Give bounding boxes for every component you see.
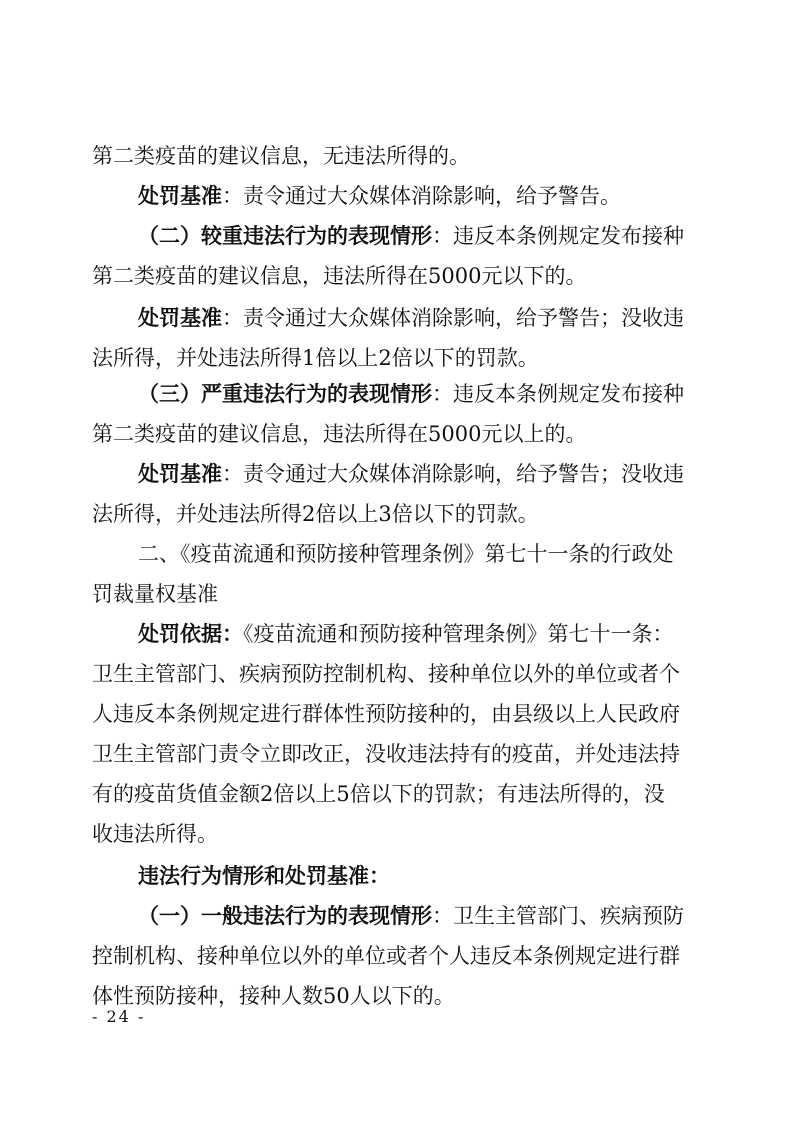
penalty-standard-1 xyxy=(0,176,793,216)
body-text: 控制机构、接种单位以外的单位或者个人违反本条例规定进行群 xyxy=(92,944,680,968)
body-text: 第二类疫苗的建议信息，违法所得在5000元以上的。 xyxy=(92,422,587,446)
body-text: 法所得，并处违法所得2倍以上3倍以下的罚款。 xyxy=(92,502,539,526)
paragraph-line xyxy=(0,694,793,734)
bold-label: 处罚基准 xyxy=(138,461,222,486)
body-text: 法所得，并处违法所得1倍以上2倍以下的罚款。 xyxy=(92,346,539,370)
paragraph-line xyxy=(0,574,793,614)
bold-label: 处罚基准 xyxy=(138,183,222,208)
paragraph-line xyxy=(0,338,793,378)
body-text: ：责令通过大众媒体消除影响，给予警告；没收违 xyxy=(222,462,684,486)
paragraph-line xyxy=(0,256,793,296)
page-number: - 24 - xyxy=(92,1007,146,1026)
legal-basis xyxy=(0,614,793,654)
body-text: 卫生主管部门、疾病预防控制机构、接种单位以外的单位或者个 xyxy=(92,662,680,686)
body-text: 体性预防接种，接种人数50人以下的。 xyxy=(92,984,455,1008)
bold-label: （二）较重违法行为的表现情形 xyxy=(138,223,432,248)
paragraph-line xyxy=(0,414,793,454)
bold-label: （一）一般违法行为的表现情形 xyxy=(138,903,432,928)
bold-label: 违法行为情形和处罚基准： xyxy=(138,863,390,888)
section-heading xyxy=(0,534,793,574)
paragraph-line xyxy=(0,136,793,176)
penalty-standard-3 xyxy=(0,454,793,494)
body-text: 卫生主管部门责令立即改正，没收违法持有的疫苗，并处违法持 xyxy=(92,742,680,766)
body-text: ：卫生主管部门、疾病预防 xyxy=(432,904,684,928)
penalty-standard-2 xyxy=(0,298,793,338)
body-text: 《疫苗流通和预防接种管理条例》第七十一条： xyxy=(243,622,674,646)
body-text: 罚裁量权基准 xyxy=(92,582,218,606)
body-text: 有的疫苗货值金额2倍以上5倍以下的罚款；有违法所得的，没 xyxy=(92,782,665,806)
case-general-heading xyxy=(0,896,793,936)
case-moderate-heading xyxy=(0,216,793,256)
body-text: ：责令通过大众媒体消除影响，给予警告；没收违 xyxy=(222,306,684,330)
body-text: 第二类疫苗的建议信息，无违法所得的。 xyxy=(92,144,470,168)
body-text: ：责令通过大众媒体消除影响，给予警告。 xyxy=(222,184,621,208)
paragraph-line xyxy=(0,734,793,774)
body-text: ：违反本条例规定发布接种 xyxy=(432,224,684,248)
paragraph-line xyxy=(0,814,793,854)
body-text: ：违反本条例规定发布接种 xyxy=(432,382,684,406)
bold-label: 处罚基准 xyxy=(138,305,222,330)
body-text: 人违反本条例规定进行群体性预防接种的，由县级以上人民政府 xyxy=(92,702,680,726)
body-text: 收违法所得。 xyxy=(92,822,218,846)
paragraph-line xyxy=(0,774,793,814)
body-text: 二、《疫苗流通和预防接种管理条例》第七十一条的行政处 xyxy=(138,542,674,566)
case-serious-heading xyxy=(0,374,793,414)
standards-heading xyxy=(0,856,793,896)
paragraph-line xyxy=(0,936,793,976)
bold-label: （三）严重违法行为的表现情形 xyxy=(138,381,432,406)
body-text: 第二类疫苗的建议信息，违法所得在5000元以下的。 xyxy=(92,264,587,288)
paragraph-line xyxy=(0,654,793,694)
bold-label: 处罚依据： xyxy=(138,621,243,646)
paragraph-line xyxy=(0,494,793,534)
